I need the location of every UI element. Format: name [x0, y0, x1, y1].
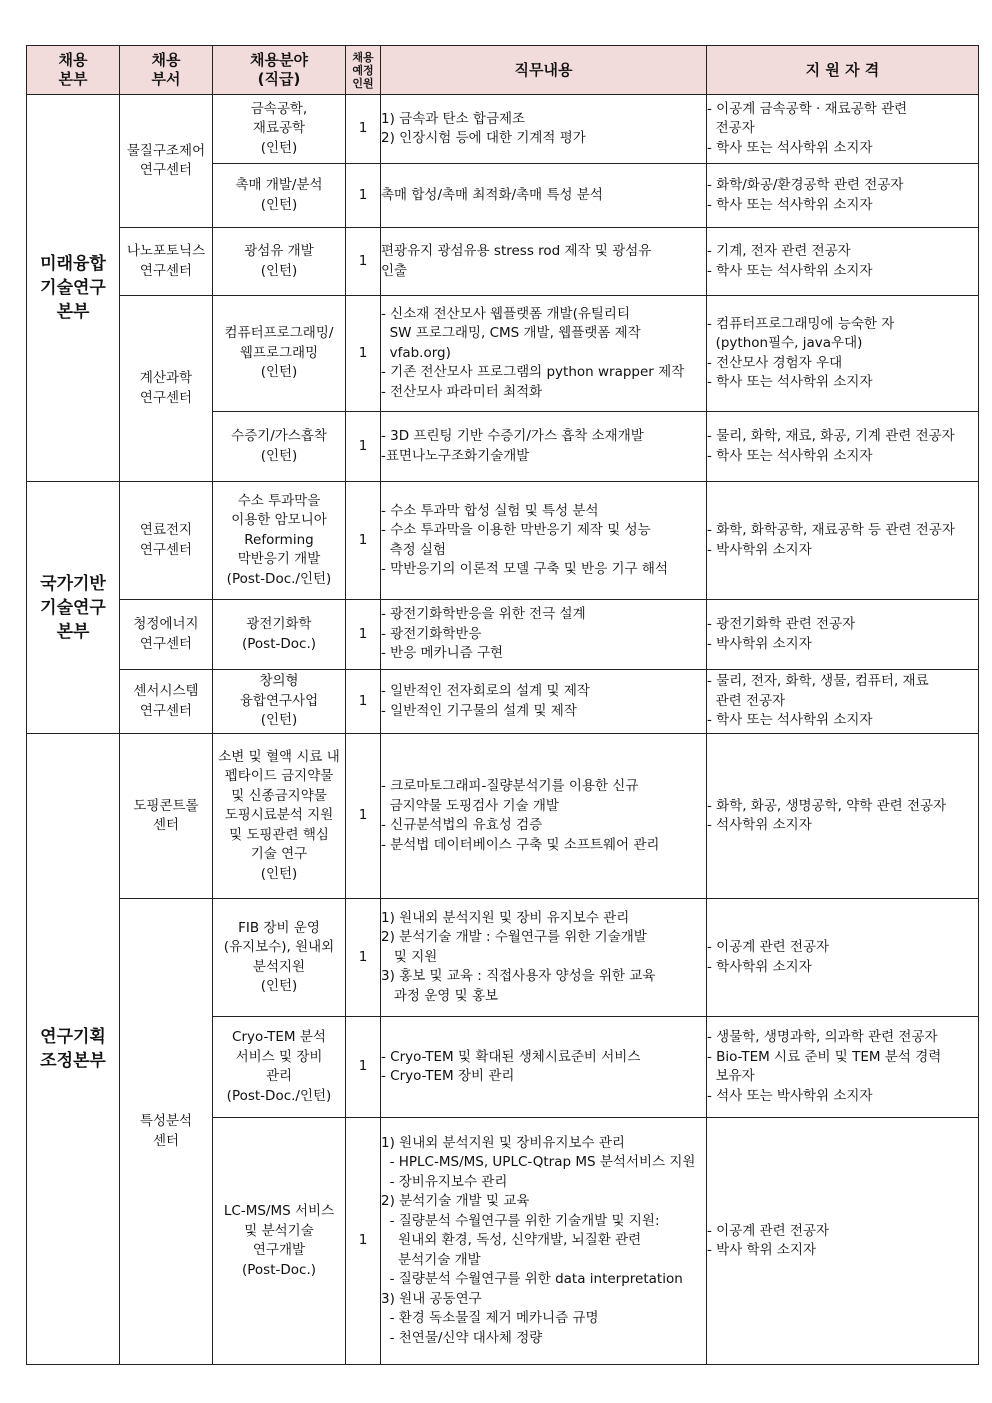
table-row	[27, 482, 979, 600]
count-cell: 1	[346, 670, 381, 734]
count-cell: 1	[346, 482, 381, 600]
division-cell: 연구기획 조정본부	[27, 734, 120, 1365]
duty-cell: - 3D 프린팅 기반 수증기/가스 흡착 소재개발 -표면나노구조화기술개발	[381, 412, 707, 482]
qualification-cell: - 광전기화학 관련 전공자 - 박사학위 소지자	[707, 600, 979, 670]
field-cell: 수증기/가스흡착 (인턴)	[213, 412, 346, 482]
count-cell: 1	[346, 734, 381, 899]
count-cell: 1	[346, 1017, 381, 1118]
duty-cell: 1) 원내외 분석지원 및 장비 유지보수 관리 2) 분석기술 개발 : 수월연구를 위한 기술개발 및 지원 3) 홍보 및 교육 : 직접사용자 양성을 위한 교육 과정 운영 및 홍보	[381, 899, 707, 1017]
count-cell: 1	[346, 164, 381, 228]
qualification-cell: - 이공계 관련 전공자 - 학사학위 소지자	[707, 899, 979, 1017]
division-cell: 미래융합 기술연구 본부	[27, 95, 120, 482]
field-cell: FIB 장비 운영 (유지보수), 원내외 분석지원 (인턴)	[213, 899, 346, 1017]
count-cell: 1	[346, 899, 381, 1017]
header-field: 채용분야 (직급)	[213, 46, 346, 95]
table-row	[27, 899, 979, 1017]
qualification-cell: - 이공계 금속공학 · 재료공학 관련 전공자 - 학사 또는 석사학위 소지자	[707, 95, 979, 164]
qualification-cell: - 화학/화공/환경공학 관련 전공자 - 학사 또는 석사학위 소지자	[707, 164, 979, 228]
duty-cell: 편광유지 광섬유용 stress rod 제작 및 광섬유 인출	[381, 228, 707, 296]
department-cell: 도핑콘트롤 센터	[120, 734, 213, 899]
duty-cell: 1) 금속과 탄소 합금제조 2) 인장시험 등에 대한 기계적 평가	[381, 95, 707, 164]
field-cell: 금속공학, 재료공학 (인턴)	[213, 95, 346, 164]
department-cell: 나노포토닉스 연구센터	[120, 228, 213, 296]
count-cell: 1	[346, 296, 381, 412]
table-row	[27, 670, 979, 734]
header-division: 채용 본부	[27, 46, 120, 95]
field-cell: 소변 및 혈액 시료 내 펩타이드 금지약물 및 신종금지약물 도핑시료분석 지원 및 도핑관련 핵심 기술 연구 (인턴)	[213, 734, 346, 899]
duty-cell: - Cryo-TEM 및 확대된 생체시료준비 서비스 - Cryo-TEM 장비 관리	[381, 1017, 707, 1118]
table-row	[27, 734, 979, 899]
field-cell: 광섬유 개발 (인턴)	[213, 228, 346, 296]
division-cell: 국가기반 기술연구 본부	[27, 482, 120, 734]
duty-cell: 촉매 합성/촉매 최적화/촉매 특성 분석	[381, 164, 707, 228]
count-cell: 1	[346, 1118, 381, 1365]
header-count: 채용 예정 인원	[346, 46, 381, 95]
field-cell: 광전기화학 (Post-Doc.)	[213, 600, 346, 670]
field-cell: 컴퓨터프로그래밍/ 웹프로그래밍 (인턴)	[213, 296, 346, 412]
department-cell: 계산과학 연구센터	[120, 296, 213, 482]
recruitment-table	[26, 45, 979, 1365]
header-row	[27, 46, 979, 95]
count-cell: 1	[346, 412, 381, 482]
field-cell: LC-MS/MS 서비스 및 분석기술 연구개발 (Post-Doc.)	[213, 1118, 346, 1365]
qualification-cell: - 생물학, 생명과학, 의과학 관련 전공자 - Bio-TEM 시료 준비 및 TEM 분석 경력 보유자 - 석사 또는 박사학위 소지자	[707, 1017, 979, 1118]
field-cell: Cryo-TEM 분석 서비스 및 장비 관리 (Post-Doc./인턴)	[213, 1017, 346, 1118]
qualification-cell: - 컴퓨터프로그래밍에 능숙한 자 (python필수, java우대) - 전산모사 경험자 우대 - 학사 또는 석사학위 소지자	[707, 296, 979, 412]
duty-cell: - 수소 투과막 합성 실험 및 특성 분석 - 수소 투과막을 이용한 막반응기 제작 및 성능 측정 실험 - 막반응기의 이론적 모델 구축 및 반응 기구 해석	[381, 482, 707, 600]
department-cell: 연료전지 연구센터	[120, 482, 213, 600]
table-row	[27, 600, 979, 670]
field-cell: 수소 투과막을 이용한 암모니아 Reforming 막반응기 개발 (Post-Doc./인턴)	[213, 482, 346, 600]
duty-cell: 1) 원내외 분석지원 및 장비유지보수 관리 - HPLC-MS/MS, UPLC-Qtrap MS 분석서비스 지원 - 장비유지보수 관리 2) 분석기술 개발 및 교육 - 질량분석 수월연구를 위한 기술개발 및 지원: 원내외 환경, 독성, 신약개발, 뇌질환 관련 분석기술 개발 - 질량분석 수월연구를 위한 data interpretation 3) 원내 공동연구 - 환경 독소물질 제거 메카니즘 규명 - 천연물/신약 대사체 정량	[381, 1118, 707, 1365]
qualification-cell: - 기계, 전자 관련 전공자 - 학사 또는 석사학위 소지자	[707, 228, 979, 296]
qualification-cell: - 물리, 전자, 화학, 생물, 컴퓨터, 재료 관련 전공자 - 학사 또는 석사학위 소지자	[707, 670, 979, 734]
table-row	[27, 95, 979, 164]
qualification-cell: - 화학, 화학공학, 재료공학 등 관련 전공자 - 박사학위 소지자	[707, 482, 979, 600]
department-cell: 센서시스템 연구센터	[120, 670, 213, 734]
duty-cell: - 신소재 전산모사 웹플랫폼 개발(유틸리티 SW 프로그래밍, CMS 개발, 웹플랫폼 제작 vfab.org) - 기존 전산모사 프로그램의 python wrapper 제작 - 전산모사 파라미터 최적화	[381, 296, 707, 412]
count-cell: 1	[346, 600, 381, 670]
count-cell: 1	[346, 228, 381, 296]
duty-cell: - 크로마토그래피-질량분석기를 이용한 신규 금지약물 도핑검사 기술 개발 - 신규분석법의 유효성 검증 - 분석법 데이터베이스 구축 및 소프트웨어 관리	[381, 734, 707, 899]
department-cell: 청정에너지 연구센터	[120, 600, 213, 670]
qualification-cell: - 이공계 관련 전공자 - 박사 학위 소지자	[707, 1118, 979, 1365]
duty-cell: - 광전기화학반응을 위한 전극 설계 - 광전기화학반응 - 반응 메카니즘 구현	[381, 600, 707, 670]
department-cell: 물질구조제어 연구센터	[120, 95, 213, 228]
field-cell: 창의형 융합연구사업 (인턴)	[213, 670, 346, 734]
qualification-cell: - 물리, 화학, 재료, 화공, 기계 관련 전공자 - 학사 또는 석사학위 소지자	[707, 412, 979, 482]
header-department: 채용 부서	[120, 46, 213, 95]
duty-cell: - 일반적인 전자회로의 설계 및 제작 - 일반적인 기구물의 설계 및 제작	[381, 670, 707, 734]
header-duty: 직무내용	[381, 46, 707, 95]
table-row	[27, 228, 979, 296]
count-cell: 1	[346, 95, 381, 164]
table-row	[27, 296, 979, 412]
header-qualification: 지 원 자 격	[707, 46, 979, 95]
qualification-cell: - 화학, 화공, 생명공학, 약학 관련 전공자 - 석사학위 소지자	[707, 734, 979, 899]
department-cell: 특성분석 센터	[120, 899, 213, 1365]
field-cell: 촉매 개발/분석 (인턴)	[213, 164, 346, 228]
